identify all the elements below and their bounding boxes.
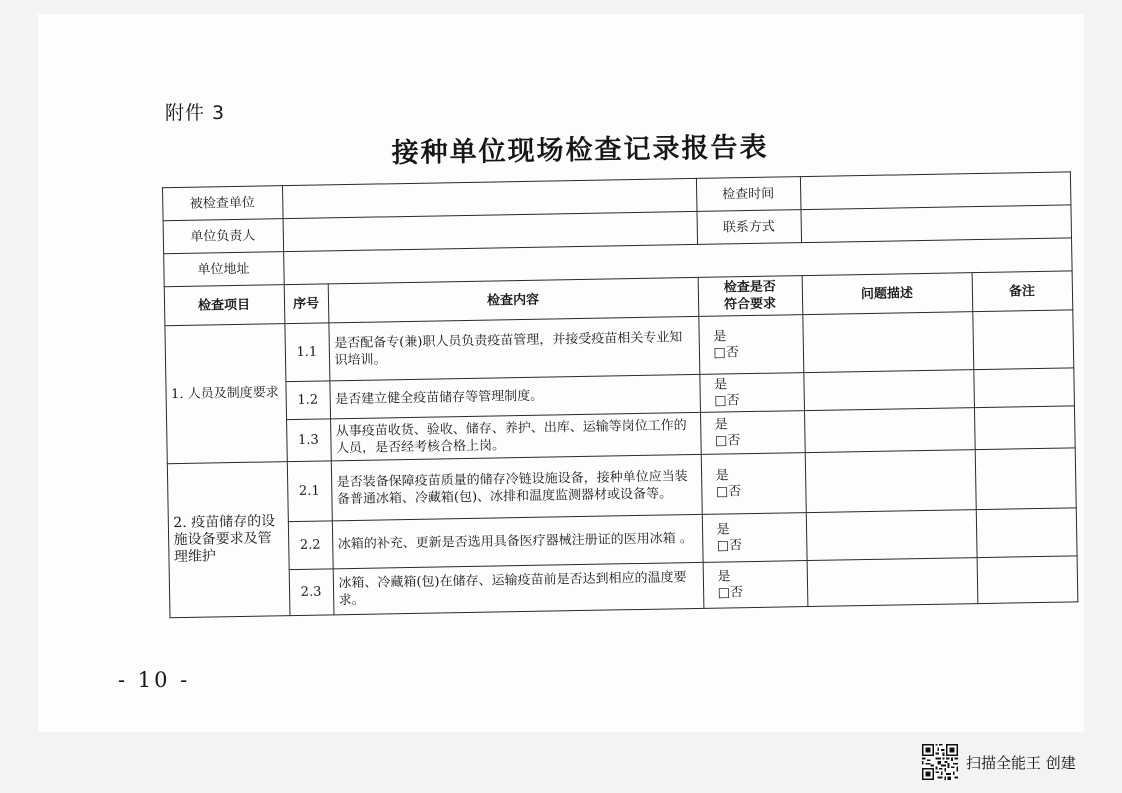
yes-option[interactable]: 是 [714, 416, 728, 433]
row-seq: 2.2 [288, 521, 333, 570]
header-remark: 备注 [972, 271, 1073, 312]
remark-field[interactable] [977, 556, 1078, 604]
header-content: 检查内容 [328, 277, 699, 322]
remark-field[interactable] [976, 508, 1077, 558]
contact-field[interactable] [800, 205, 1071, 243]
margin-cell [121, 254, 164, 288]
row-seq: 1.1 [284, 323, 329, 382]
row-content: 冰箱、冷藏箱(包)在储存、运输疫苗前是否达到相应的温度要求。 [333, 562, 704, 614]
row-seq: 1.2 [285, 381, 330, 420]
row-content: 是否装备保障疫苗质量的储存冷链设施设备，接种单位应当装备普通冰箱、冷藏箱(包)、冰排和温度监测器材或设备等。 [331, 454, 702, 520]
inspection-form [120, 171, 1078, 619]
scanner-app-label: 扫描全能王 创建 [966, 753, 1076, 772]
header-item: 检查项目 [164, 285, 285, 326]
margin-cell [122, 326, 166, 465]
qr-code-icon [922, 744, 958, 780]
problem-field[interactable] [805, 450, 976, 513]
header-seq: 序号 [284, 284, 329, 324]
unit-label: 被检查单位 [162, 186, 283, 221]
no-checkbox[interactable]: □否 [715, 483, 742, 500]
margin-cell [120, 188, 163, 222]
time-label: 检查时间 [696, 177, 801, 212]
remark-field[interactable] [973, 368, 1074, 408]
yes-option[interactable]: 是 [713, 376, 728, 393]
form-title: 接种单位现场检查记录报告表 [391, 132, 769, 169]
no-checkbox[interactable]: □否 [713, 344, 739, 361]
row-compliance [703, 561, 808, 609]
page-number: - 10 - [118, 668, 191, 692]
row-seq: 2.3 [289, 569, 334, 616]
attachment-label: 附件 3 [165, 102, 226, 124]
no-checkbox[interactable]: □否 [716, 537, 743, 554]
head-label: 单位负责人 [163, 219, 284, 254]
inspection-table [120, 171, 1078, 619]
row-content: 冰箱的补充、更新是否选用具备医疗器械注册证的医用冰箱 。 [332, 514, 703, 568]
row-seq: 1.3 [286, 419, 331, 462]
row-compliance [702, 513, 807, 563]
margin-cell [125, 464, 170, 619]
header-compliance-line1: 检查是否 [723, 279, 776, 296]
problem-field[interactable] [802, 312, 973, 373]
no-checkbox[interactable]: □否 [717, 584, 744, 601]
contact-label: 联系方式 [696, 210, 801, 245]
problem-field[interactable] [804, 408, 975, 453]
header-compliance-line2: 符合要求 [723, 296, 777, 313]
section-1-label: 1. 人员及制度要求 [164, 324, 286, 464]
remark-field[interactable] [975, 448, 1076, 510]
problem-field[interactable] [806, 510, 977, 561]
yes-option[interactable]: 是 [713, 328, 727, 345]
header-problem: 问题描述 [802, 273, 973, 315]
problem-field[interactable] [807, 558, 978, 607]
header-compliance [698, 276, 803, 317]
row-content: 是否建立健全疫苗储存等管理制度。 [329, 374, 700, 418]
yes-option[interactable]: 是 [715, 467, 729, 484]
row-compliance [698, 315, 803, 375]
row-compliance [701, 453, 806, 515]
row-content: 是否配备专(兼)职人员负责疫苗管理，并接受疫苗相关专业知识培训。 [328, 316, 699, 380]
row-seq: 2.1 [287, 461, 332, 522]
time-field[interactable] [800, 172, 1071, 210]
no-checkbox[interactable]: □否 [714, 392, 740, 409]
row-content: 从事疫苗收货、验收、储存、养护、出库、运输等岗位工作的人员，是否经考核合格上岗。 [330, 412, 701, 460]
margin-cell [122, 287, 165, 327]
margin-cell [121, 221, 164, 255]
yes-option[interactable]: 是 [716, 521, 730, 538]
yes-option[interactable]: 是 [717, 568, 731, 585]
remark-field[interactable] [972, 310, 1073, 370]
row-compliance [700, 411, 805, 455]
row-compliance [699, 373, 804, 413]
section-2-label: 2. 疫苗储存的设施设备要求及管理维护 [167, 462, 290, 618]
scanner-watermark [922, 744, 1076, 780]
problem-field[interactable] [803, 370, 974, 411]
address-label: 单位地址 [163, 252, 284, 287]
no-checkbox[interactable]: □否 [714, 432, 741, 449]
remark-field[interactable] [974, 406, 1075, 450]
